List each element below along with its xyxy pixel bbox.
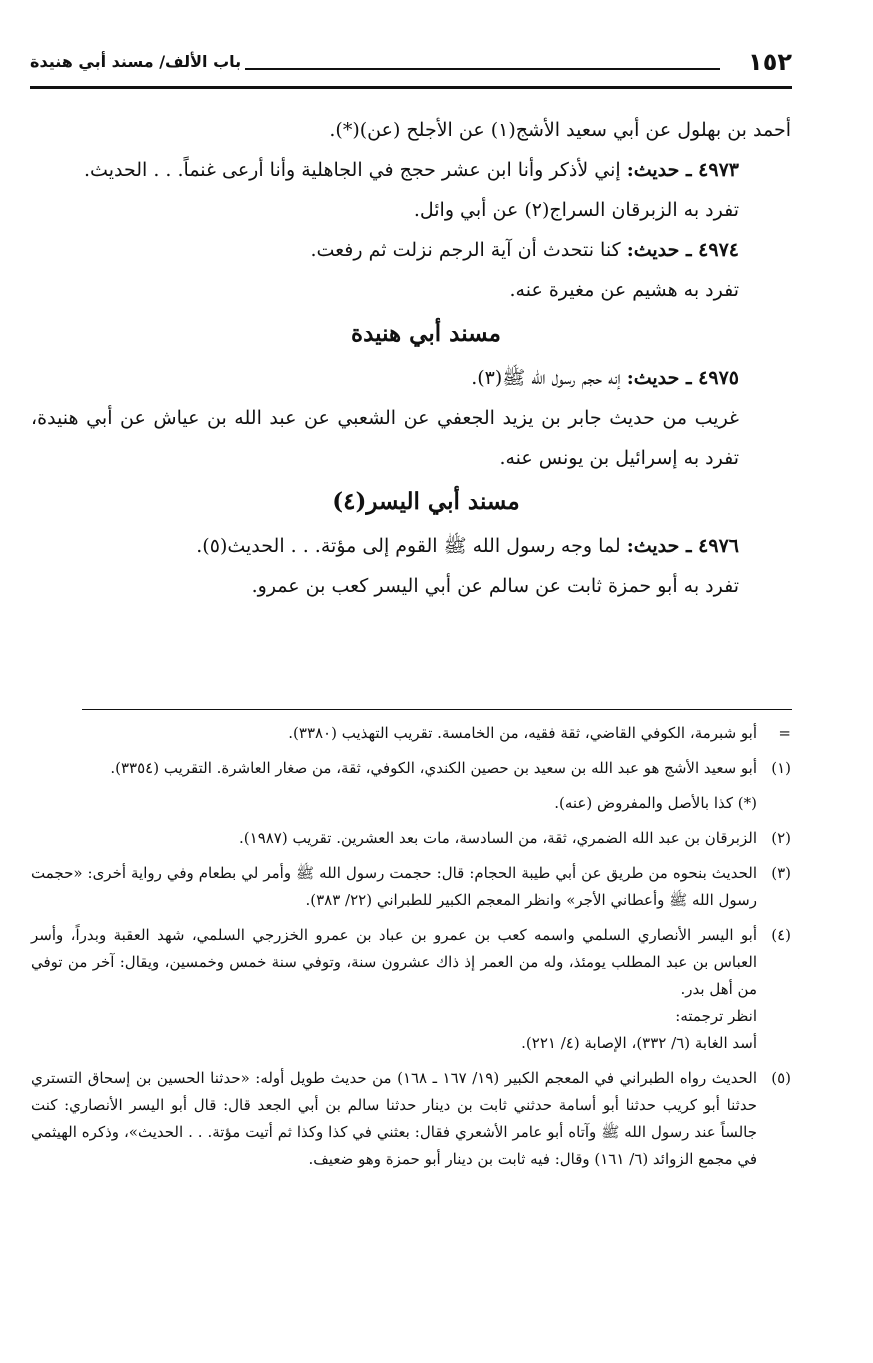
hadith-4976 xyxy=(31,526,791,566)
section-heading: مسند أبي اليسر(٤) xyxy=(332,488,520,515)
footnote-marker: (٢) xyxy=(771,829,791,847)
hadith-text: كنا نتحدث أن آية الرجم نزلت ثم رفعت. xyxy=(310,239,621,261)
footnote xyxy=(31,825,791,852)
hadith-number: ٤٩٧٦ ـ حديث: xyxy=(626,535,739,557)
hadith-4974 xyxy=(31,230,791,270)
remark-paragraph: تفرد به الزبرقان السراج(٢) عن أبي وائل. xyxy=(413,199,739,221)
section-heading: مسند أبي هنيدة xyxy=(351,320,501,347)
hadith-number: ٤٩٧٤ ـ حديث: xyxy=(626,239,739,261)
header-rule xyxy=(30,86,792,89)
footnote-marker xyxy=(757,790,791,817)
paragraph-continuation: أحمد بن بهلول عن أبي سعيد الأشج(١) عن الأجلح (عن)(*). xyxy=(329,119,791,141)
main-text xyxy=(31,110,791,606)
footnote-text: أبو شبرمة، الكوفي القاضي، ثقة فقيه، من الخامسة. تقريب التهذيب (٣٣٨٠). xyxy=(288,724,757,742)
footnote xyxy=(31,755,791,782)
footnote-text: أسد الغابة (٦/ ٣٣٢)، الإصابة (٤/ ٢٢١). xyxy=(521,1034,757,1052)
footnote-marker: (٥) xyxy=(771,1069,791,1087)
header-dash xyxy=(245,68,720,70)
footnote xyxy=(31,720,791,747)
page-header xyxy=(30,48,792,84)
footnote-marker: (٤) xyxy=(771,926,791,944)
footnote-text: (*) كذا بالأصل والمفروض (عنه). xyxy=(554,794,757,812)
hadith-number: ٤٩٧٣ ـ حديث: xyxy=(626,159,739,181)
footnote xyxy=(31,790,791,817)
footnote-text: الحديث رواه الطبراني في المعجم الكبير (١٩/ ١٦٧ ـ ١٦٨) من حديث طويل أوله: «حدثنا الحسين بن إسحاق التستري حدثنا أبو كريب حدثنا أبو أسامة حدثني ثابت بن دينار حدثنا سالم بن أبي الجعد قال: قال أبو اليسر الأنصاري: كنت جالساً عند رسول الله ﷺ وآتاه أبو عامر الأشعري فقال: بعثني في كذا وكذا ثم أتيت مؤتة. . . الحديث»، وذكره الهيثمي في مجمع الزوائد (٦/ ١٦١) وقال: فيه ثابت بن دينار أبو حمزة وهو ضعيف. xyxy=(31,1069,757,1168)
hadith-4975 xyxy=(31,358,791,398)
footnote-text: أبو سعيد الأشج هو عبد الله بن سعيد بن حصين الكندي، الكوفي، ثقة، من صغار العاشرة. التقريب (٣٣٥٤). xyxy=(110,759,757,777)
footnote-text: أبو اليسر الأنصاري السلمي واسمه كعب بن عمرو بن عباد بن عمرو الخزرجي السلمي، شهد العقبة وبدراً، وأسر العباس بن عبد المطلب يومئذ، وله من العمر إذ ذاك عشرون سنة، وتوفي سنة خمس وخمسين، ويقال: آخر من توفي من أهل بدر. xyxy=(31,926,757,998)
hadith-number: ٤٩٧٥ ـ حديث: xyxy=(626,367,739,389)
footnotes xyxy=(31,720,791,1181)
footnote-marker: (١) xyxy=(771,759,791,777)
footnote-marker: (٣) xyxy=(771,864,791,882)
remark-paragraph: تفرد به هشيم عن مغيرة عنه. xyxy=(509,279,739,301)
remark-paragraph: تفرد به أبو حمزة ثابت عن سالم عن أبي اليسر كعب بن عمرو. xyxy=(251,575,739,597)
footnote-text: الحديث بنحوه من طريق عن أبي طيبة الحجام: قال: حجمت رسول الله ﷺ وأمر لي بطعام وفي رواية أخرى: «حجمت رسول الله ﷺ وأعطاني الأجر» وانظر المعجم الكبير للطبراني (٢٢/ ٣٨٣). xyxy=(31,864,757,909)
hadith-text: إنه حجم رسول الله ﷺ(٣). xyxy=(471,367,621,389)
footnote-text: انظر ترجمته: xyxy=(675,1007,757,1025)
remark-paragraph: غريب من حديث جابر بن يزيد الجعفي عن الشعبي عن عبد الله بن عياش عن أبي هنيدة، تفرد به إسرائيل بن يونس عنه. xyxy=(31,407,739,469)
footnote-separator xyxy=(82,709,792,710)
footnote-text: الزبرقان بن عبد الله الضمري، ثقة، من السادسة، مات بعد العشرين. تقريب (١٩٨٧). xyxy=(239,829,757,847)
footnote xyxy=(31,1065,791,1173)
footnote xyxy=(31,860,791,914)
footnote-marker: = xyxy=(778,724,791,742)
hadith-4973 xyxy=(31,150,791,190)
running-title: باب الألف/ مسند أبي هنيدة xyxy=(30,52,242,71)
hadith-text: إني لأذكر وأنا ابن عشر حجج في الجاهلية وأنا أرعى غنماً. . . الحديث. xyxy=(84,159,621,181)
footnote xyxy=(31,922,791,1057)
hadith-text: لما وجه رسول الله ﷺ القوم إلى مؤتة. . . الحديث(٥). xyxy=(196,535,621,557)
page-number: ١٥٢ xyxy=(748,48,792,76)
